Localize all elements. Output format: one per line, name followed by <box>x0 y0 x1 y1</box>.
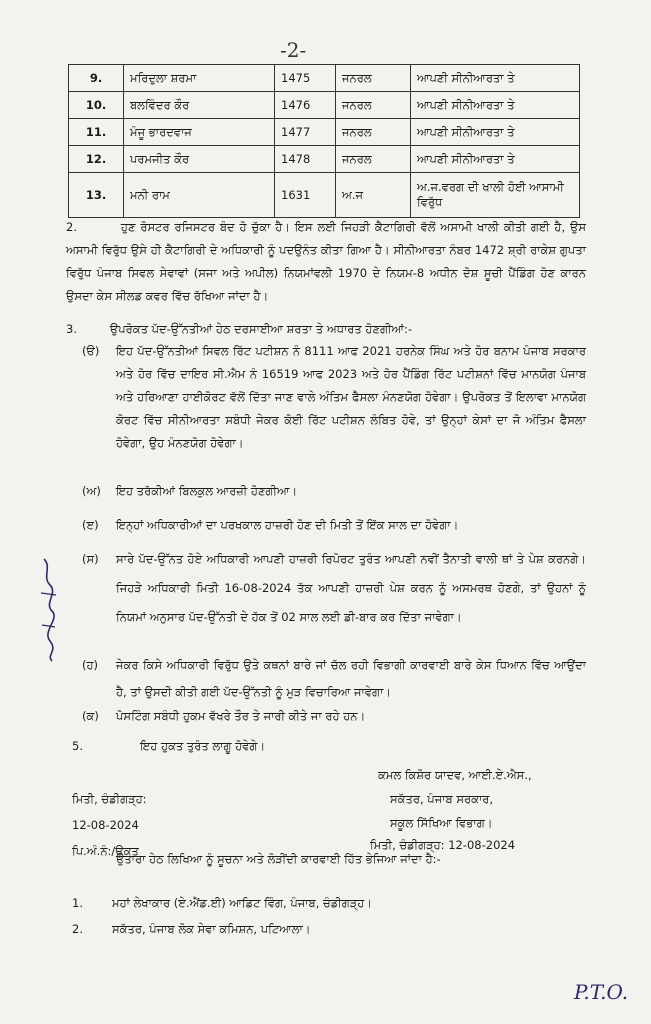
issue-date: 12-08-2024 <box>72 818 139 832</box>
paragraph-3-intro <box>66 318 586 341</box>
paragraph-2 <box>66 216 586 308</box>
condition-mark: (ਸ) <box>82 552 99 566</box>
table-row <box>69 119 580 146</box>
condition-item <box>82 340 586 455</box>
recipient-item <box>72 918 311 940</box>
serial-cell: 11. <box>69 119 124 146</box>
condition-mark: (ੳ) <box>82 344 100 358</box>
recipient-item <box>72 892 372 914</box>
issue-place: ਮਿਤੀ, ਚੰਡੀਗੜ੍ਹ: <box>72 792 147 806</box>
remark-cell: ਆਪਣੀ ਸੀਨੀਆਰਤਾ ਤੇ <box>411 146 580 173</box>
paragraph-text: ਹੁਣ ਰੋਸਟਰ ਰਜਿਸਟਰ ਬੰਦ ਹੋ ਚੁੱਕਾ ਹੈ। ਇਸ ਲਈ ਜਿਹੜੀ ਕੈਟਾਗਿਰੀ ਵੱਲੋਂ ਅਸਾਮੀ ਖਾਲੀ ਕੀਤੀ ਗਈ ਹੈ, ਉਸ ਅਸਾਮੀ ਵਿਰੁੱਧ ਉਸੇ ਹੀ ਕੈਟਾਗਿਰੀ ਦੇ ਅਧਿਕਾਰੀ ਨੂੰ ਪਦਉਨੰਤ ਕੀਤਾ ਗਿਆ ਹੈ। ਸੀਨੀਆਰਤਾ ਨੰਬਰ 1472 ਸ਼੍ਰੀ ਰਾਕੇਸ਼ ਗੁਪਤਾ ਵਿਰੁੱਧ ਪੰਜਾਬ ਸਿਵਲ ਸੇਵਾਵਾਂ (ਸਜਾ ਅਤੇ ਅਪੀਲ) ਨਿਯਮਾਂਵਲੀ 1970 ਦੇ ਨਿਯਮ-8 ਅਧੀਨ ਦੋਸ਼ ਸੂਚੀ ਪੈਂਡਿੰਗ ਹੋਣ ਕਾਰਨ ਉਸਦਾ ਕੇਸ ਸੀਲਡ ਕਵਰ ਵਿੱਚ ਰੱਖਿਆ ਜਾਂਦਾ ਹੈ। <box>66 220 586 303</box>
recipient-number: 1. <box>72 896 83 910</box>
pto-note: P.T.O. <box>574 980 629 1004</box>
table-row <box>69 173 580 218</box>
name-cell: ਮੰਜੂ ਭਾਰਦਵਾਜ <box>124 119 275 146</box>
name-cell: ਮਰਿਦੁਲਾ ਸ਼ਰਮਾ <box>124 65 275 92</box>
page-number: -2- <box>280 38 307 62</box>
seniority-cell: 1476 <box>275 92 336 119</box>
seniority-cell: 1478 <box>275 146 336 173</box>
seniority-cell: 1631 <box>275 173 336 218</box>
signatory-name: ਕਮਲ ਕਿਸ਼ੋਰ ਯਾਦਵ, ਆਈ.ਏ.ਐਸ., <box>378 768 532 782</box>
category-cell: ਜਨਰਲ <box>336 92 411 119</box>
promotion-table <box>68 64 580 218</box>
margin-initials-signature <box>38 555 60 665</box>
paragraph-text: ਇਹ ਹੁਕਤ ਤੁਰੰਤ ਲਾਗੂ ਹੋਵੇਗੇ। <box>140 739 266 753</box>
table-row <box>69 92 580 119</box>
remark-cell: ਆਪਣੀ ਸੀਨੀਆਰਤਾ ਤੇ <box>411 92 580 119</box>
recipient-text: ਸਕੱਤਰ, ਪੰਜਾਬ ਲੋਕ ਸੇਵਾ ਕਮਿਸ਼ਨ, ਪਟਿਆਲਾ। <box>112 922 311 936</box>
seniority-cell: 1477 <box>275 119 336 146</box>
condition-text: ਇਹ ਤਰੱਕੀਆਂ ਬਿਲਕੁਲ ਆਰਜ਼ੀ ਹੋਣਗੀਆ। <box>116 484 298 498</box>
name-cell: ਪਰਮਜੀਤ ਕੌਰ <box>124 146 275 173</box>
name-cell: ਬਲਵਿੰਦਰ ਕੌਰ <box>124 92 275 119</box>
condition-item <box>82 514 586 537</box>
paragraph-number: 5. <box>72 739 83 753</box>
condition-text: ਇਨ੍ਹਾਂ ਅਧਿਕਾਰੀਆਂ ਦਾ ਪਰਖਕਾਲ ਹਾਜ਼ਰੀ ਹੋਣ ਦੀ ਮਿਤੀ ਤੋਂ ਇੱਕ ਸਾਲ ਦਾ ਹੋਵੇਗਾ। <box>116 518 459 532</box>
category-cell: ਜਨਰਲ <box>336 65 411 92</box>
seniority-cell: 1475 <box>275 65 336 92</box>
paragraph-number: 3. <box>66 322 77 336</box>
condition-item <box>82 705 586 728</box>
condition-item <box>82 545 586 632</box>
category-cell: ਜਨਰਲ <box>336 119 411 146</box>
category-cell: ਅ.ਜ <box>336 173 411 218</box>
name-cell: ਮਨੀ ਰਾਮ <box>124 173 275 218</box>
signature-date: ਮਿਤੀ, ਚੰਡੀਗੜ੍ਹ: 12-08-2024 <box>370 838 516 852</box>
condition-mark: (ਅ) <box>82 484 101 498</box>
table-row <box>69 146 580 173</box>
condition-text: ਪੋਸਟਿੰਗ ਸਬੰਧੀ ਹੁਕਮ ਵੱਖਰੇ ਤੌਰ ਤੇ ਜਾਰੀ ਕੀਤੇ ਜਾ ਰਹੇ ਹਨ। <box>116 709 366 723</box>
serial-cell: 13. <box>69 173 124 218</box>
signatory-designation: ਸਕੱਤਰ, ਪੰਜਾਬ ਸਰਕਾਰ, <box>390 792 494 806</box>
paragraph-number: 2. <box>66 220 77 234</box>
condition-text: ਇਹ ਪੱਦ-ਉੱਨਤੀਆਂ ਸਿਵਲ ਰਿੱਟ ਪਟੀਸ਼ਨ ਨੰ 8111 ਆਫ 2021 ਹਰਨੇਕ ਸਿੰਘ ਅਤੇ ਹੋਰ ਬਨਾਮ ਪੰਜਾਬ ਸਰਕਾਰ ਅਤੇ ਹੋਰ ਵਿੱਚ ਦਾਇਰ ਸੀ.ਐਮ ਨੰ 16519 ਆਫ 2023 ਅਤੇ ਹੋਰ ਪੈਂਡਿੰਗ ਰਿੱਟ ਪਟੀਸ਼ਨਾਂ ਵਿੱਚ ਮਾਨਯੋਗ ਪੰਜਾਬ ਅਤੇ ਹਰਿਆਣਾ ਹਾਈਕੋਰਟ ਵੱਲੋਂ ਦਿੱਤਾ ਜਾਣ ਵਾਲੇ ਅੰਤਿਮ ਫੈਸਲਾ ਮੰਨਣਯੋਗ ਹੋਵੇਗਾ। ਉਪਰੋਕਤ ਤੋਂ ਇਲਾਵਾ ਮਾਨਯੋਗ ਕੋਰਟ ਵਿੱਚ ਸੀਨੀਆਰਤਾ ਸਬੰਧੀ ਜੇਕਰ ਕੋਈ ਰਿੱਟ ਪਟੀਸ਼ਨ ਲੰਬਿਤ ਹੋਵੇ, ਤਾਂ ਉਨ੍ਹਾਂ ਕੇਸਾਂ ਦਾ ਜੋ ਅੰਤਿਮ ਫੈਸਲਾ ਹੋਵੇਗਾ, ਉਹ ਮੰਨਣਯੋਗ ਹੋਵੇਗਾ। <box>116 344 586 450</box>
reference-number: ਪਿ.ਅੰ.ਨੰ:/ਉਕਤ <box>72 844 139 858</box>
condition-text: ਜੇਕਰ ਕਿਸੇ ਅਧਿਕਾਰੀ ਵਿਰੁੱਧ ਉਤੇ ਕਥਨਾਂ ਬਾਰੇ ਜਾਂ ਚੱਲ ਰਹੀ ਵਿਭਾਗੀ ਕਾਰਵਾਈ ਬਾਰੇ ਕੇਸ ਧਿਆਨ ਵਿੱਚ ਆਉਂਦਾ ਹੈ, ਤਾਂ ਉਸਦੀ ਕੀਤੀ ਗਈ ਪੱਦ-ਉੱਨਤੀ ਨੂੰ ਮੁੜ ਵਿਚਾਰਿਆ ਜਾਵੇਗਾ। <box>116 658 586 699</box>
condition-mark: (ਹ) <box>82 658 99 672</box>
condition-mark: (ਕ) <box>82 709 99 723</box>
signatory-department: ਸਕੂਲ ਸਿੱਖਿਆ ਵਿਭਾਗ। <box>390 816 493 830</box>
remark-cell: ਅ.ਜ.ਵਰਗ ਦੀ ਖਾਲੀ ਹੋਈ ਆਸਾਮੀ ਵਿਰੁੱਧ <box>411 173 580 218</box>
paragraph-text: ਉਪਰੋਕਤ ਪੱਦ-ਉੱਨਤੀਆਂ ਹੇਠ ਦਰਸਾਈਆ ਸ਼ਰਤਾ ਤੇ ਅਧਾਰਤ ਹੋਣਗੀਆਂ:- <box>109 322 412 336</box>
serial-cell: 12. <box>69 146 124 173</box>
signature-block <box>378 763 532 835</box>
recipient-number: 2. <box>72 922 83 936</box>
paragraph-5 <box>72 735 265 758</box>
recipient-text: ਮਹਾਂ ਲੇਖਾਕਾਰ (ਏ.ਐਂਡ.ਈ) ਆਡਿਟ ਵਿੰਗ, ਪੰਜਾਬ, ਚੰਡੀਗੜ੍ਹ। <box>112 896 373 910</box>
condition-item <box>82 480 586 503</box>
serial-cell: 10. <box>69 92 124 119</box>
condition-item <box>82 652 586 706</box>
remark-cell: ਆਪਣੀ ਸੀਨੀਆਰਤਾ ਤੇ <box>411 65 580 92</box>
table-row <box>69 65 580 92</box>
condition-mark: (ੲ) <box>82 518 99 532</box>
category-cell: ਜਨਰਲ <box>336 146 411 173</box>
serial-cell: 9. <box>69 65 124 92</box>
condition-text: ਸਾਰੇ ਪੱਦ-ਉੱਨਤ ਹੋਏ ਅਧਿਕਾਰੀ ਆਪਣੀ ਹਾਜ਼ਰੀ ਰਿਪੋਰਟ ਤੁਰੰਤ ਆਪਣੀ ਨਵੀਂ ਤੈਨਾਤੀ ਵਾਲੀ ਥਾਂ ਤੇ ਪੇਸ਼ ਕਰਨਗੇ। ਜਿਹੜੇ ਅਧਿਕਾਰੀ ਮਿਤੀ 16-08-2024 ਤੱਕ ਆਪਣੀ ਹਾਜ਼ਰੀ ਪੇਸ਼ ਕਰਨ ਨੂੰ ਅਸਮਰਥ ਹੋਣਗੇ, ਤਾਂ ਉਹਨਾਂ ਨੂੰ ਨਿਯਮਾਂ ਅਨੁਸਾਰ ਪੱਦ-ਉੱਨਤੀ ਦੇ ਹੱਕ ਤੋਂ 02 ਸਾਲ ਲਈ ਡੀ-ਬਾਰ ਕਰ ਦਿੱਤਾ ਜਾਵੇਗਾ। <box>116 552 586 624</box>
remark-cell: ਆਪਣੀ ਸੀਨੀਆਰਤਾ ਤੇ <box>411 119 580 146</box>
forward-text: ਉਤਾਰਾ ਹੇਠ ਲਿਖਿਆ ਨੂੰ ਸੂਚਨਾ ਅਤੇ ਲੋੜੀਂਦੀ ਕਾਰਵਾਈ ਹਿੱਤ ਭੇਜਿਆ ਜਾਂਦਾ ਹੈ:- <box>116 852 441 866</box>
